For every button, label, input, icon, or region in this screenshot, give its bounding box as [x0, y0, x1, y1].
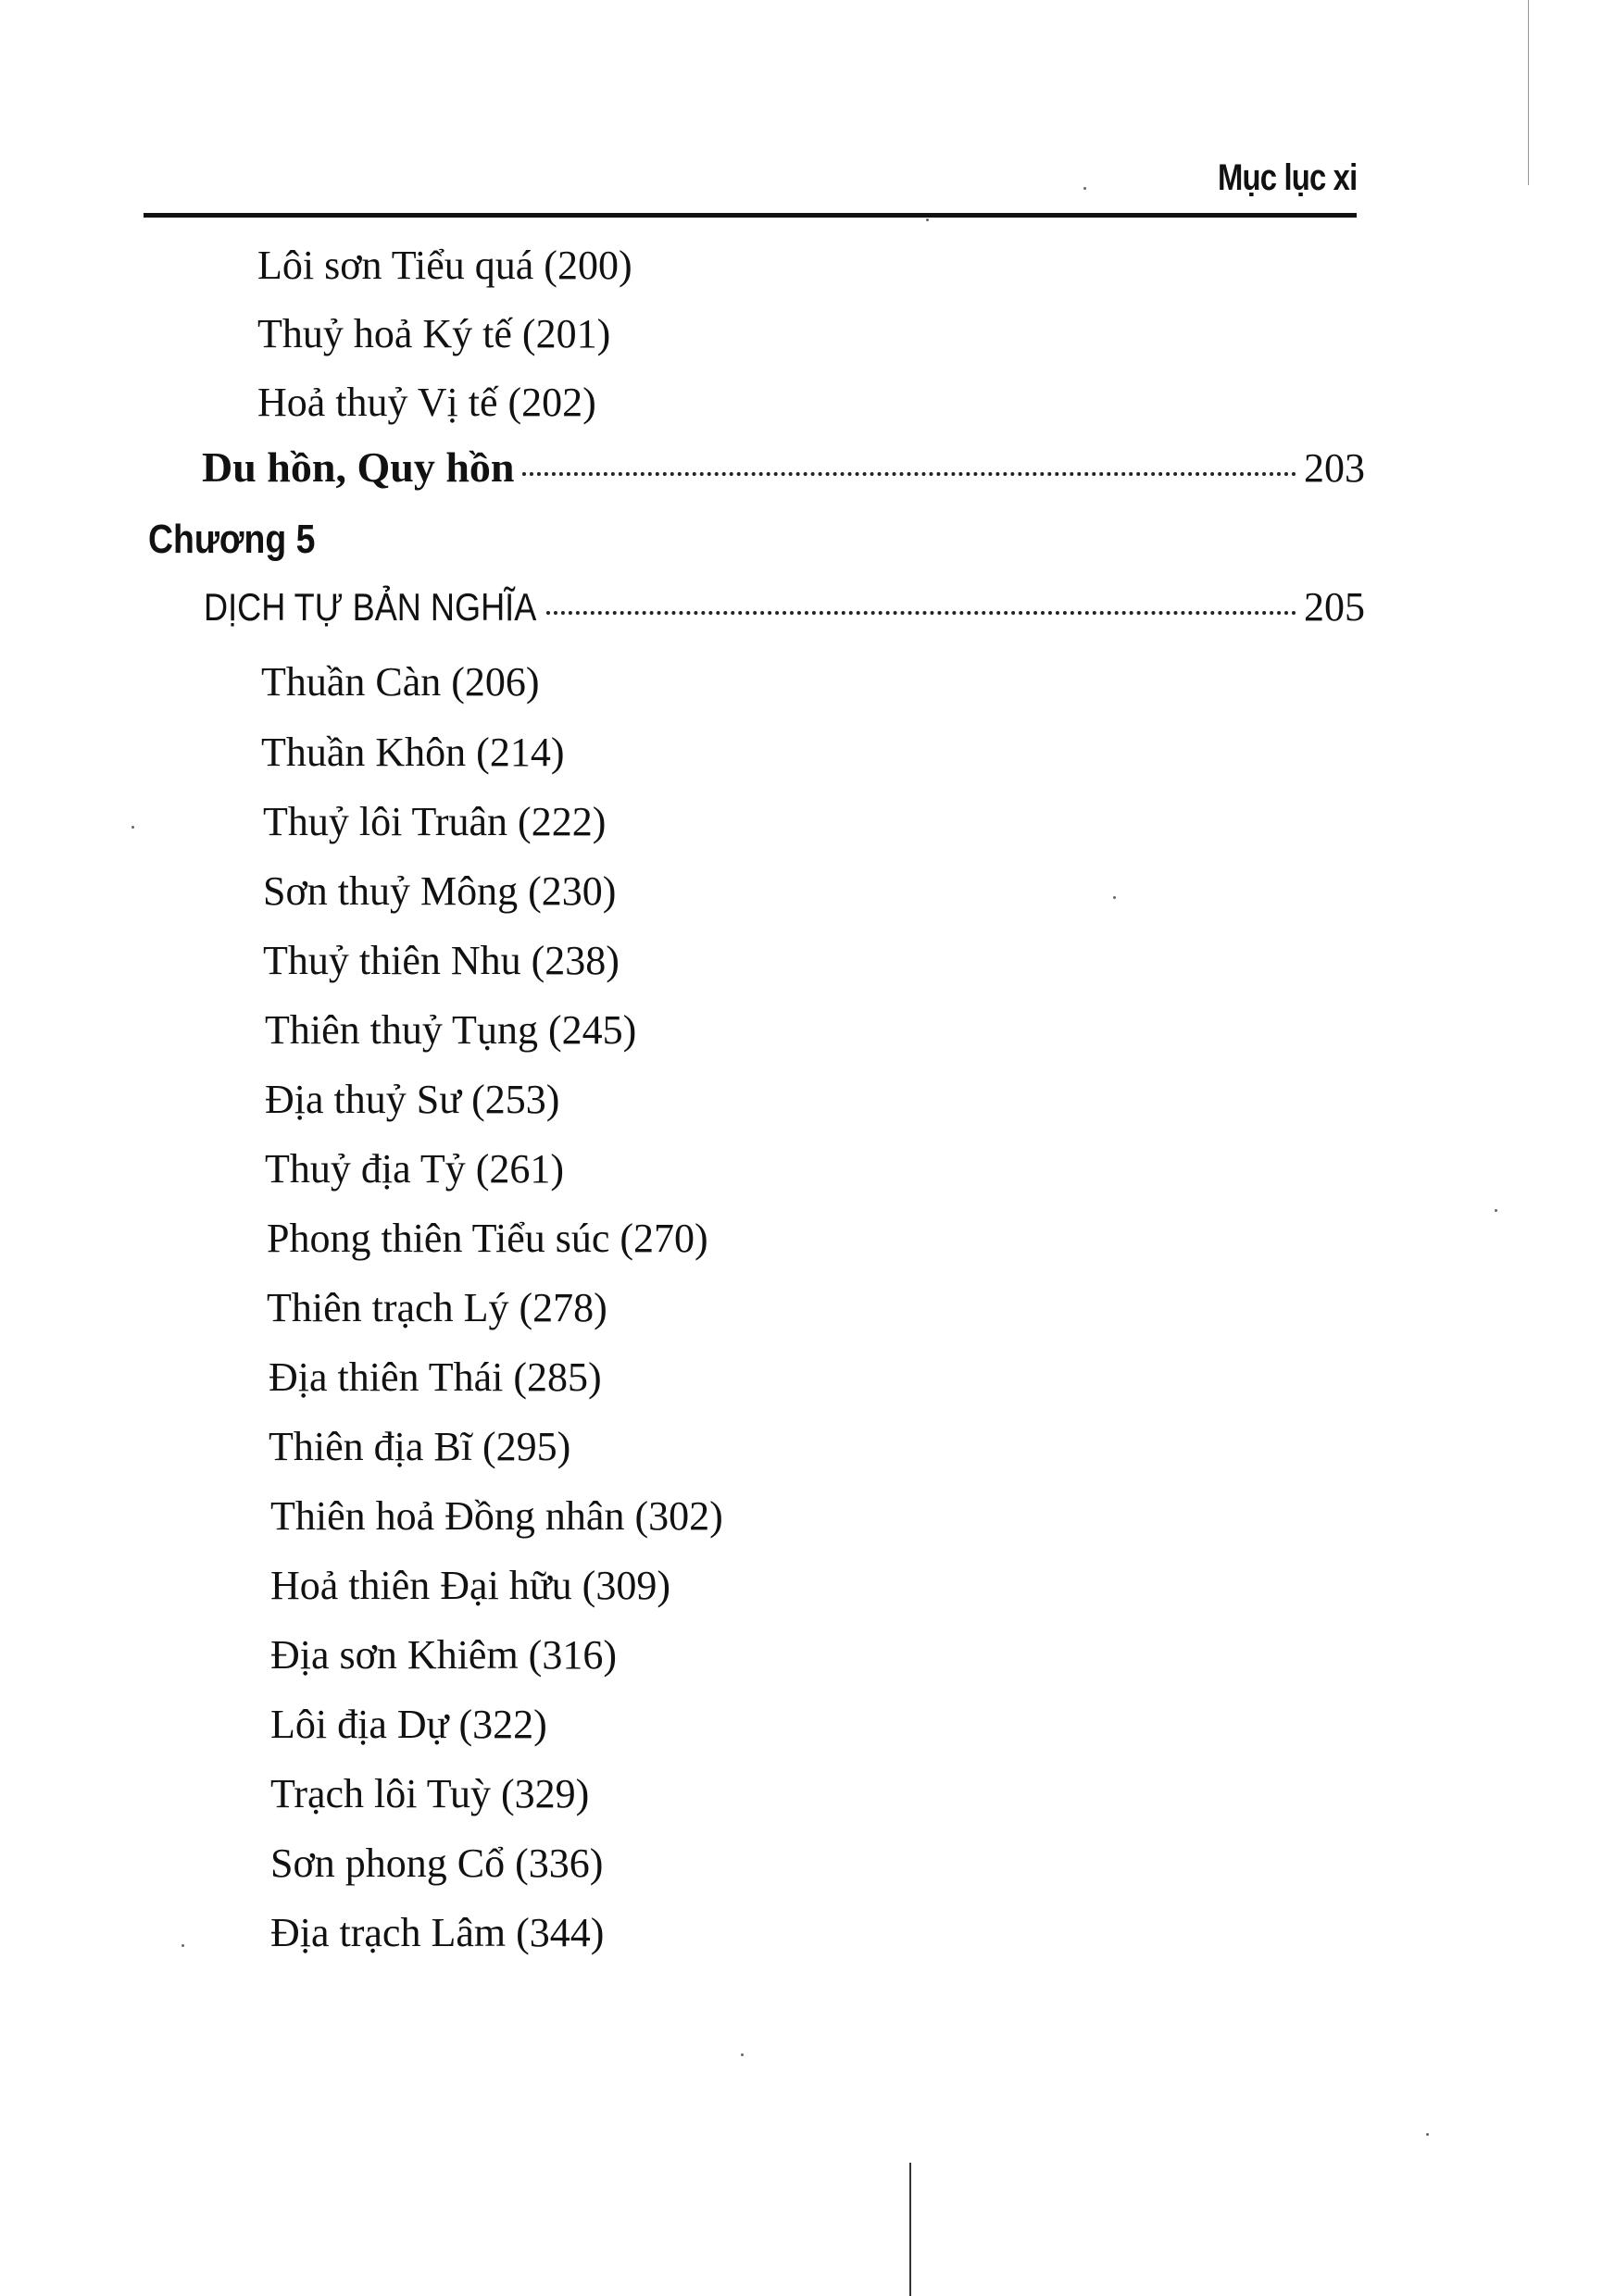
toc-entry: Sơn phong Cổ (336): [270, 1841, 604, 1886]
toc-entry: Địa trạch Lâm (344): [270, 1910, 605, 1955]
scan-speck: [1113, 896, 1116, 899]
dot-leader: [546, 583, 1296, 615]
toc-entry: Thuỷ địa Tỷ (261): [265, 1146, 565, 1192]
scan-speck: [131, 826, 134, 829]
toc-entry: Địa thiên Thái (285): [269, 1354, 602, 1400]
toc-entry: Thiên địa Bĩ (295): [269, 1424, 571, 1469]
scan-speck: [926, 218, 929, 221]
toc-entry: Trạch lôi Tuỳ (329): [270, 1771, 590, 1816]
chapter-page: 205: [1304, 584, 1365, 630]
toc-entry: Thiên hoả Đồng nhân (302): [270, 1493, 723, 1539]
scan-speck: [1083, 187, 1086, 190]
toc-entry: Thuỷ thiên Nhu (238): [263, 938, 620, 983]
toc-entry: Lôi địa Dự (322): [270, 1702, 547, 1747]
scan-speck: [182, 1944, 184, 1947]
toc-entry: Hoả thiên Đại hữu (309): [270, 1563, 670, 1608]
scan-speck: [1495, 1209, 1497, 1212]
toc-entry: Thuỷ hoả Ký tế (201): [257, 311, 611, 356]
toc-entry: Thiên trạch Lý (278): [267, 1285, 607, 1330]
scan-artifact-line: [909, 2163, 911, 2296]
toc-entry: Địa sơn Khiêm (316): [270, 1632, 617, 1678]
toc-entry: Thiên thuỷ Tụng (245): [265, 1007, 637, 1053]
toc-section-du-hon: [202, 444, 1365, 496]
running-header: [144, 156, 1357, 218]
toc-entry: Phong thiên Tiểu súc (270): [267, 1216, 708, 1261]
toc-entry: Thuần Khôn (214): [261, 730, 565, 775]
scan-artifact-edge: [1528, 0, 1529, 185]
toc-entry: Sơn thuỷ Mông (230): [263, 868, 617, 914]
toc-chapter-title: [204, 583, 1365, 635]
section-page-du-hon: 203: [1304, 445, 1365, 491]
chapter-title: DỊCH TỰ BẢN NGHĨA: [204, 585, 537, 629]
running-title: Mục lục xi: [1217, 157, 1357, 198]
section-title-du-hon: Du hồn, Quy hồn: [202, 443, 515, 491]
toc-entry: Địa thuỷ Sư (253): [265, 1077, 560, 1122]
toc-entry: Hoả thuỷ Vị tế (202): [257, 380, 596, 425]
toc-entry: Thuỷ lôi Truân (222): [263, 799, 607, 844]
scan-speck: [1426, 2133, 1429, 2136]
dot-leader: [522, 444, 1297, 476]
scan-speck: [741, 2053, 744, 2056]
toc-entry: Lôi sơn Tiểu quá (200): [257, 243, 632, 288]
chapter-label: Chương 5: [148, 517, 316, 562]
toc-entry: Thuần Càn (206): [261, 659, 540, 705]
